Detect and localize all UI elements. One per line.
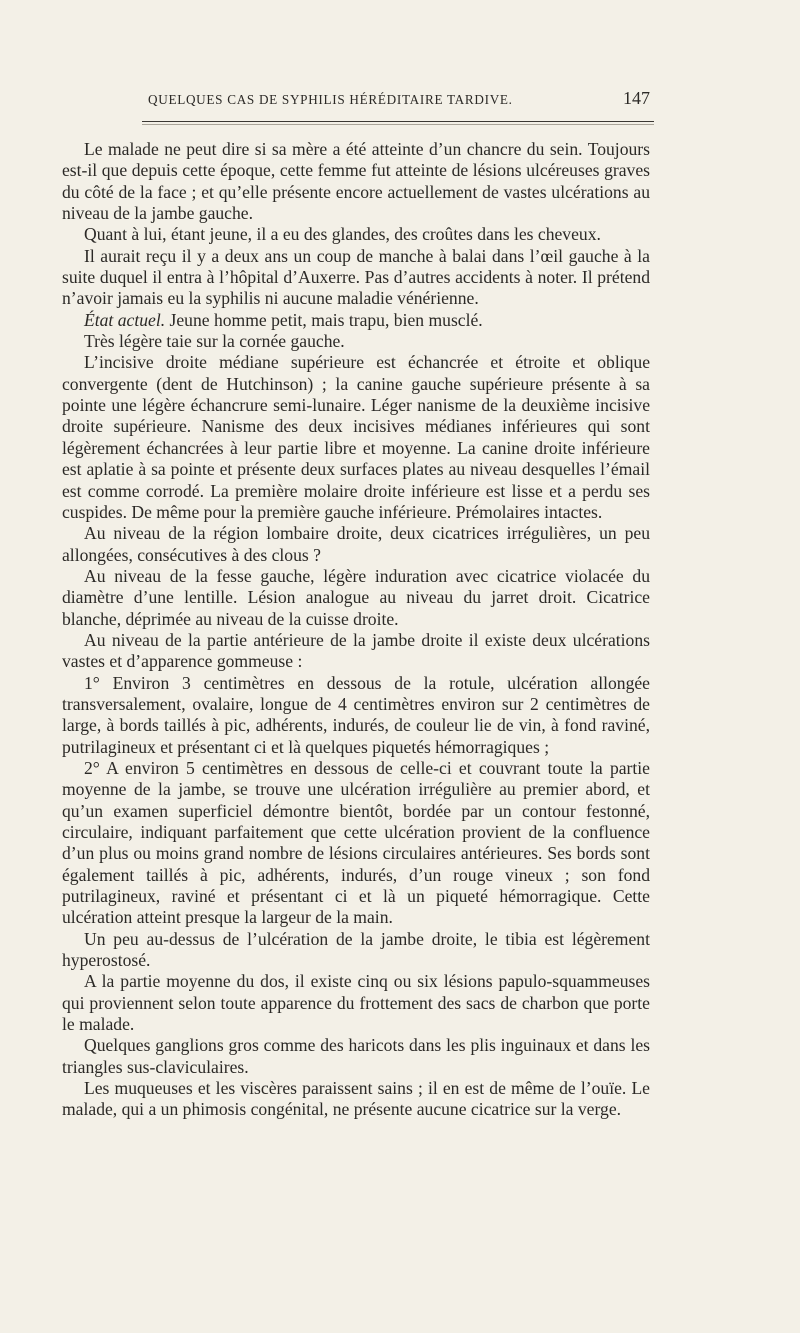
body-text (62, 139, 650, 1121)
paragraph: Les muqueuses et les viscères paraissent sains ; il en est de même de l’ouïe. Le malade, qui a un phimosis congénital, ne présente aucune cicatrice sur la verge. (62, 1078, 650, 1120)
paragraph: Au niveau de la fesse gauche, légère induration avec cicatrice violacée du diamètre d’une lentille. Lésion analogue au niveau du jarret droit. Cicatrice blanche, déprimée au niveau de la cuisse droite. (62, 565, 650, 629)
paragraph: Quant à lui, étant jeune, il a eu des glandes, des croûtes dans les cheveux. (84, 224, 601, 245)
paragraph (62, 310, 650, 331)
paragraph: 2° A environ 5 centimètres en dessous de celle-ci et couvrant toute la partie moyenne de la jambe, se trouve une ulcération irrégulière au premier abord, et qu’un examen superficiel démontre bientôt, bordée par un contour festonné, circulaire, indiquant parfaitement que cette ulcération provient de la confluence d’un plus ou moins grand nombre de lésions circulaires antérieures. Ses bords sont également taillés à pic, adhérents, indurés, d’un rouge vineux ; son fond putrilagineux, raviné et présentant ci et là un piqueté hémorragique. Cette ulcération atteint presque la largeur de la main. (62, 757, 650, 928)
paragraph: L’incisive droite médiane supérieure est échancrée et étroite et oblique convergente (dent de Hutchinson) ; la canine gauche supérieure présente à sa pointe une légère échancrure semi-lunaire. Léger nanisme de la deuxième incisive droite supérieure. Nanisme des deux incisives médianes inférieures qui sont légèrement échancrées à leur partie libre et moyenne. La canine droite inférieure est aplatie à sa pointe et présente deux surfaces plates au niveau desquelles l’émail est comme corrodé. La première molaire droite inférieure est lisse et a perdu ses cuspides. De même pour la première gauche inférieure. Prémolaires intactes. (62, 352, 650, 522)
section-label: État actuel. (84, 309, 166, 330)
paragraph: Quelques ganglions gros comme des haricots dans les plis inguinaux et dans les triangles sus-claviculaires. (62, 1035, 650, 1077)
paragraph: A la partie moyenne du dos, il existe cinq ou six lésions papulo-squammeuses qui proviennent selon toute apparence du frottement des sacs de charbon que porte le malade. (62, 971, 650, 1035)
page-number: 147 (623, 88, 650, 108)
paragraph: Le malade ne peut dire si sa mère a été atteinte d’un chancre du sein. Toujours est-il que depuis cette époque, cette femme fut atteinte de lésions ulcéreuses graves du côté de la face ; et qu’elle présente encore actuellement de vastes ulcérations au niveau de la jambe gauche. (62, 139, 650, 224)
paragraph: Très légère taie sur la cornée gauche. (84, 331, 345, 352)
running-title: QUELQUES CAS DE SYPHILIS HÉRÉDITAIRE TARDIVE. (148, 92, 513, 107)
paragraph: Il aurait reçu il y a deux ans un coup de manche à balai dans l’œil gauche à la suite duquel il entra à l’hôpital d’Auxerre. Pas d’autres accidents à noter. Il prétend n’avoir jamais eu la syphilis ni aucune maladie vénérienne. (62, 245, 650, 309)
paragraph-text: Jeune homme petit, mais trapu, bien musclé. (165, 309, 483, 330)
header-rule (142, 121, 654, 125)
running-head (148, 88, 650, 109)
paragraph: Au niveau de la région lombaire droite, deux cicatrices irrégulières, un peu allongées, consécutives à des clous ? (62, 523, 650, 565)
paragraph: Un peu au-dessus de l’ulcération de la jambe droite, le tibia est légèrement hyperostosé. (62, 928, 650, 971)
paragraph: 1° Environ 3 centimètres en dessous de la rotule, ulcération allongée transversalement, ovalaire, longue de 4 centimètres environ sur 2 centimètres de large, à bords taillés à pic, adhérents, indurés, de couleur lie de vin, à fond raviné, putrilagineux et présentant ci et là quelques piquetés hémorragiques ; (62, 672, 650, 757)
paragraph: Au niveau de la partie antérieure de la jambe droite il existe deux ulcérations vastes et d’apparence gommeuse : (62, 629, 650, 672)
